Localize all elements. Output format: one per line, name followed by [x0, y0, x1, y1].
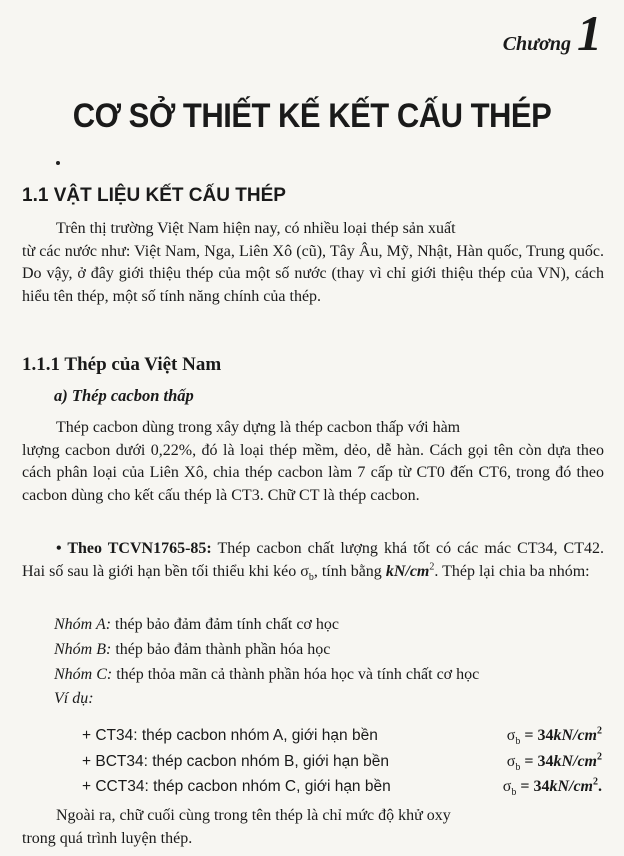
unit-superscript: 2 — [429, 561, 435, 573]
chapter-word: Chương — [502, 33, 571, 55]
paragraph-line: Thép cacbon dùng trong xây dựng là thép cacbon thấp với hàm — [56, 419, 461, 436]
paragraph-text: , tính bằng — [313, 562, 386, 580]
section-heading: 1.1 VẬT LIỆU KẾT CẤU THÉP — [22, 185, 286, 206]
paragraph-oxidation — [22, 805, 604, 850]
example-formula — [507, 725, 602, 747]
chapter-title: CƠ SỞ THIẾT KẾ KẾT CẤU THÉP — [72, 95, 552, 136]
subsection-heading: 1.1.1 Thép của Việt Nam — [22, 354, 222, 375]
paragraph-text: lượng cacbon dưới 0,22%, đó là loại thép mềm, dẻo, dễ hàn. Cách gọi tên còn dựa theo cách phân loại của Liên Xô, chia thép cacbon làm 7 cấp từ CT0 đến CT6, trong đó theo cacbon dùng cho kết cấu thép là CT3. Chữ CT là thép cacbon. — [22, 441, 604, 504]
example-text: + CT34: thép cacbon nhóm A, giới hạn bền — [82, 727, 378, 744]
unit-text: kN/cm — [385, 562, 430, 580]
group-label: Nhóm C: — [54, 666, 113, 683]
unit-text: kN/cm — [553, 727, 597, 744]
subsubsection-heading: a) Thép cacbon thấp — [54, 386, 194, 405]
chapter-number: 1 — [577, 5, 602, 61]
example-formula — [503, 776, 602, 798]
example-item — [82, 725, 602, 747]
paragraph-line: Trên thị trường Việt Nam hiện nay, có nhiều loại thép sản xuất — [56, 220, 456, 237]
unit-superscript: 2 — [597, 725, 602, 737]
sigma-subscript: b — [308, 571, 314, 583]
formula-value: = 34 — [520, 727, 554, 744]
sigma-symbol: σ — [506, 727, 516, 744]
paragraph-text: . Thép lại chia ba nhóm: — [434, 562, 590, 580]
unit-superscript: 2 — [593, 776, 598, 788]
sigma-subscript: b — [511, 787, 517, 799]
group-label: Nhóm A: — [54, 616, 112, 633]
group-text: thép bảo đảm đảm tính chất cơ học — [111, 616, 339, 633]
sigma-symbol: σ — [502, 778, 512, 795]
sigma-symbol: σ — [300, 562, 309, 580]
paragraph-line-wrap — [22, 538, 604, 583]
formula-value: = 34 — [516, 778, 550, 795]
group-text: thép bảo đảm thành phần hóa học — [111, 641, 331, 658]
formula-end: . — [598, 778, 602, 795]
paragraph-tcvn — [22, 538, 604, 583]
bullet-standard: • Theo TCVN1765-85: — [56, 540, 212, 557]
group-label: Nhóm B: — [54, 641, 112, 658]
sigma-symbol: σ — [506, 753, 516, 770]
group-text: thép thỏa mãn cả thành phần hóa học và tính chất cơ học — [112, 666, 480, 683]
paragraph-carbon-steel — [22, 417, 604, 507]
paragraph-text: từ các nước như: Việt Nam, Nga, Liên Xô (cũ), Tây Âu, Mỹ, Nhật, Hàn quốc, Trung quốc. Do vậy, ở đây giới thiệu thép của một số nước (thay vì chỉ giới thiệu thép của VN), cách hiểu tên thép, một số tính năng chính của thép. — [22, 242, 604, 305]
example-item — [82, 751, 602, 773]
paragraph-text: Thép cacbon chất lượng khá tốt có các mác CT34, CT42. Hai số sau là giới hạn bền tối thiểu khi kéo — [22, 540, 605, 580]
group-c — [54, 664, 479, 686]
stray-dot — [56, 161, 60, 165]
example-item — [82, 776, 602, 798]
example-text: + BCT34: thép cacbon nhóm B, giới hạn bền — [82, 753, 390, 770]
example-text: + CCT34: thép cacbon nhóm C, giới hạn bền — [82, 778, 391, 795]
group-a — [54, 614, 339, 636]
sigma-subscript: b — [515, 762, 521, 774]
example-formula — [507, 751, 602, 773]
unit-text: kN/cm — [553, 753, 597, 770]
unit-text: kN/cm — [549, 778, 593, 795]
chapter-heading — [502, 5, 602, 61]
paragraph-line: Ngoài ra, chữ cuối cùng trong tên thép là chỉ mức độ khử oxy — [56, 807, 451, 824]
sigma-subscript: b — [515, 736, 521, 748]
paragraph-text: trong quá trình luyện thép. — [22, 829, 193, 847]
formula-value: = 34 — [520, 753, 554, 770]
group-b — [54, 639, 330, 661]
unit-superscript: 2 — [597, 751, 602, 763]
paragraph-intro — [22, 218, 604, 308]
example-label: Ví dụ: — [54, 690, 94, 707]
